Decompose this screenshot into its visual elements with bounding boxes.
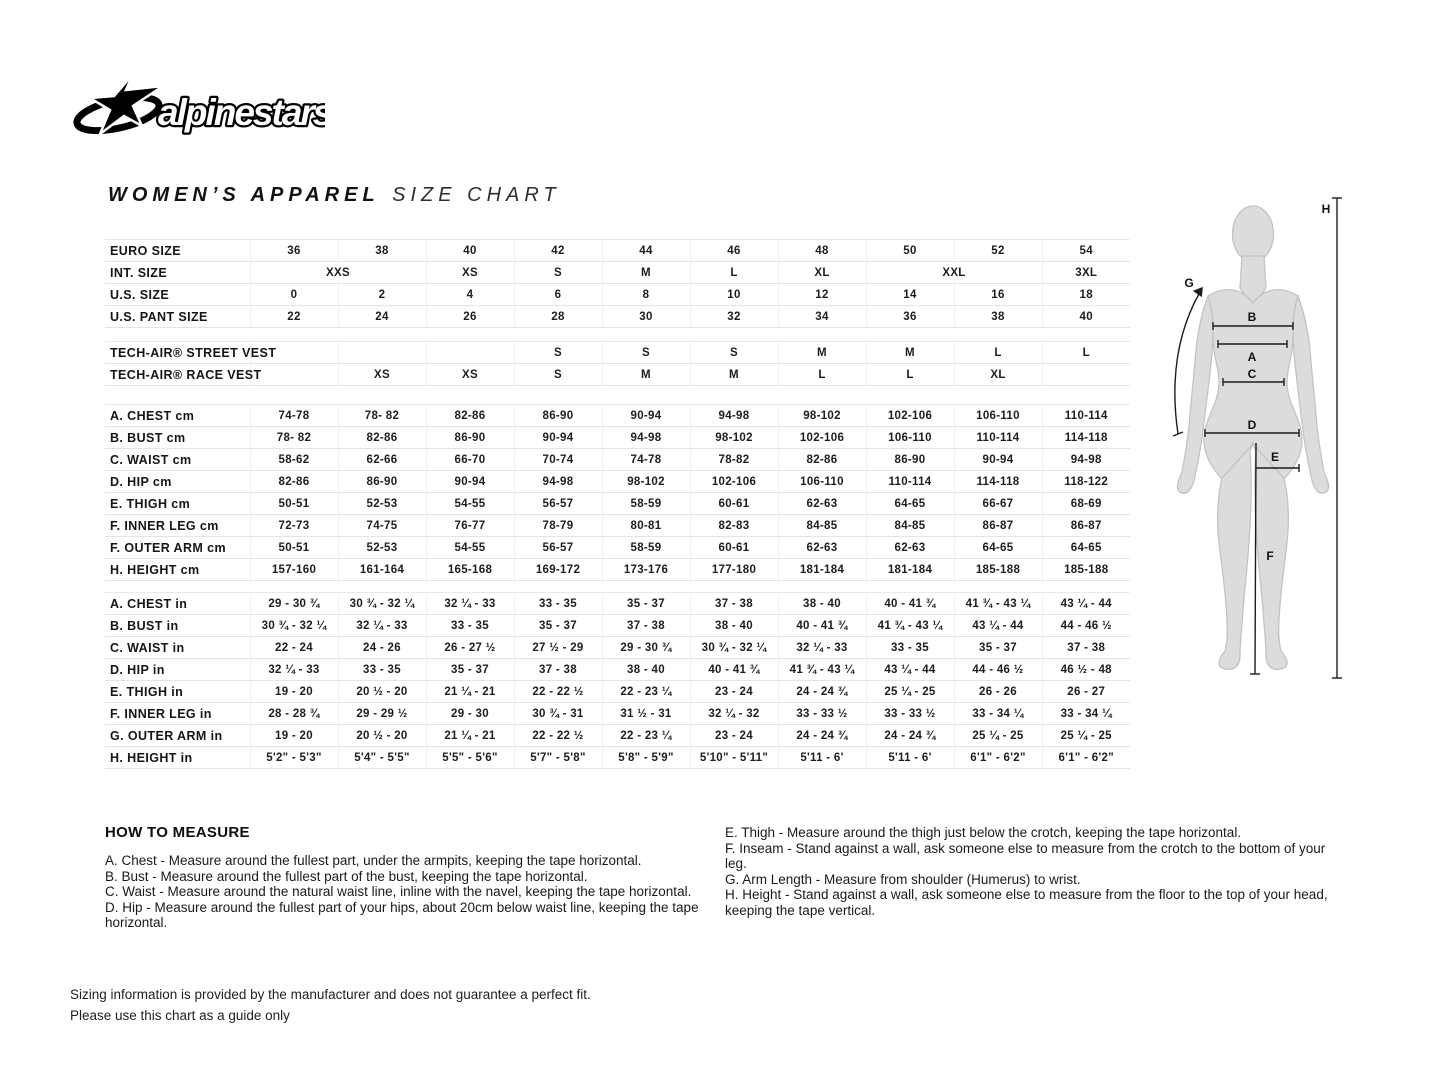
size-cell <box>250 364 338 386</box>
size-cell: 157-160 <box>250 559 338 581</box>
size-cell: 6'1" - 6'2" <box>1042 747 1130 769</box>
size-cell: 161-164 <box>338 559 426 581</box>
size-cell: 94-98 <box>690 405 778 427</box>
size-cell: 32 ¼ - 32 <box>690 703 778 725</box>
size-cell: S <box>514 262 602 284</box>
row-label: INT. SIZE <box>105 262 250 284</box>
size-cell: 30 <box>602 306 690 328</box>
size-cell: 43 ¼ - 44 <box>866 659 954 681</box>
measure-instruction: B. Bust - Measure around the fullest part of the bust, keeping the tape horizontal. <box>105 868 588 884</box>
tech-air-section <box>105 341 1130 386</box>
size-table <box>105 239 1130 769</box>
size-cell: 30 ¾ - 32 ¼ <box>338 593 426 615</box>
size-cell: XS <box>426 262 514 284</box>
size-cell: 56-57 <box>514 537 602 559</box>
size-cell: L <box>866 364 954 386</box>
measurements-cm-section <box>105 404 1130 581</box>
table-row <box>105 537 1130 559</box>
size-cell: 74-78 <box>602 449 690 471</box>
size-cell: 106-110 <box>778 471 866 493</box>
size-cell: 8 <box>602 284 690 306</box>
size-cell: S <box>514 364 602 386</box>
size-cell: 2 <box>338 284 426 306</box>
size-cell: L <box>778 364 866 386</box>
size-cell: 84-85 <box>778 515 866 537</box>
row-label: D. HIP cm <box>105 471 250 493</box>
size-cell: 110-114 <box>954 427 1042 449</box>
size-cell: 46 ½ - 48 <box>1042 659 1130 681</box>
size-cell: 33 - 34 ¼ <box>954 703 1042 725</box>
size-cell: 22 - 23 ¼ <box>602 725 690 747</box>
size-cell: 165-168 <box>426 559 514 581</box>
size-cell: 6'1" - 6'2" <box>954 747 1042 769</box>
size-cell: 26 - 27 <box>1042 681 1130 703</box>
row-label: U.S. PANT SIZE <box>105 306 250 328</box>
size-cell: 64-65 <box>954 537 1042 559</box>
size-cell: M <box>778 342 866 364</box>
size-cell: 102-106 <box>778 427 866 449</box>
figure-label-h: H <box>1321 202 1331 216</box>
size-cell: 40 - 41 ¾ <box>778 615 866 637</box>
size-cell: 52-53 <box>338 493 426 515</box>
size-cell: 35 - 37 <box>514 615 602 637</box>
size-cell: 43 ¼ - 44 <box>954 615 1042 637</box>
size-cell: 37 - 38 <box>1042 637 1130 659</box>
size-cell: 173-176 <box>602 559 690 581</box>
size-cell: 24 - 24 ¾ <box>866 725 954 747</box>
size-cell: 114-118 <box>1042 427 1130 449</box>
size-cell: 90-94 <box>514 427 602 449</box>
body-figure-icon <box>1160 190 1360 702</box>
size-cell: 48 <box>778 240 866 262</box>
size-cell: 23 - 24 <box>690 725 778 747</box>
size-cell: 66-70 <box>426 449 514 471</box>
size-cell: 31 ½ - 31 <box>602 703 690 725</box>
row-label: F. INNER LEG in <box>105 703 250 725</box>
size-cell: 5'5" - 5'6" <box>426 747 514 769</box>
size-cell: 25 ¼ - 25 <box>866 681 954 703</box>
size-cell: 78-79 <box>514 515 602 537</box>
size-cell: 16 <box>954 284 1042 306</box>
table-row <box>105 449 1130 471</box>
size-cell: XXL <box>866 262 1042 284</box>
size-cell: 19 - 20 <box>250 725 338 747</box>
size-cell: 98-102 <box>602 471 690 493</box>
size-cell: 21 ¼ - 21 <box>426 681 514 703</box>
size-cell: L <box>690 262 778 284</box>
size-cell: 37 - 38 <box>514 659 602 681</box>
row-label: F. INNER LEG cm <box>105 515 250 537</box>
size-cell: 94-98 <box>1042 449 1130 471</box>
size-cell: 46 <box>690 240 778 262</box>
size-cell: 86-90 <box>514 405 602 427</box>
size-cell: M <box>602 364 690 386</box>
size-cell: 12 <box>778 284 866 306</box>
size-cell: 58-62 <box>250 449 338 471</box>
size-cell: 6 <box>514 284 602 306</box>
size-cell: 62-63 <box>778 493 866 515</box>
disclaimer-line-2: Please use this chart as a guide only <box>70 1008 290 1023</box>
size-cell: 38 <box>338 240 426 262</box>
size-cell: 35 - 37 <box>426 659 514 681</box>
size-cell: 118-122 <box>1042 471 1130 493</box>
table-row <box>105 725 1130 747</box>
size-cell: 80-81 <box>602 515 690 537</box>
size-cell: 76-77 <box>426 515 514 537</box>
size-cell: 110-114 <box>1042 405 1130 427</box>
size-cell: 60-61 <box>690 537 778 559</box>
measure-instruction: D. Hip - Measure around the fullest part of your hips, about 20cm below waist line, keeping the tape horizontal. <box>105 899 699 931</box>
size-cell: 44 - 46 ½ <box>954 659 1042 681</box>
size-cell: 50-51 <box>250 537 338 559</box>
table-row <box>105 493 1130 515</box>
size-cell: 0 <box>250 284 338 306</box>
size-cell: 30 ¾ - 32 ¼ <box>250 615 338 637</box>
size-cell: 37 - 38 <box>690 593 778 615</box>
size-cell: 24 - 24 ¾ <box>778 725 866 747</box>
size-cell: M <box>690 364 778 386</box>
size-cell: L <box>954 342 1042 364</box>
size-cell: 24 - 24 ¾ <box>778 681 866 703</box>
size-cell: 28 <box>514 306 602 328</box>
size-cell: 181-184 <box>866 559 954 581</box>
size-cell: 32 <box>690 306 778 328</box>
row-label: EURO SIZE <box>105 240 250 262</box>
size-cell: XL <box>778 262 866 284</box>
table-row <box>105 240 1130 262</box>
size-cell: 22 <box>250 306 338 328</box>
row-label: TECH-AIR® RACE VEST <box>105 364 250 386</box>
size-cell: 26 <box>426 306 514 328</box>
disclaimer-line-1: Sizing information is provided by the manufacturer and does not guarantee a perfect fit. <box>70 987 591 1002</box>
size-cell <box>338 342 426 364</box>
size-cell: 22 - 24 <box>250 637 338 659</box>
size-cell: 5'7" - 5'8" <box>514 747 602 769</box>
table-row <box>105 284 1130 306</box>
table-row <box>105 747 1130 769</box>
size-cell <box>1042 364 1130 386</box>
size-cell: 70-74 <box>514 449 602 471</box>
measure-instruction: C. Waist - Measure around the natural waist line, inline with the navel, keeping the tape horizontal. <box>105 884 692 900</box>
size-cell: XS <box>338 364 426 386</box>
size-cell: 94-98 <box>514 471 602 493</box>
size-cell: 23 - 24 <box>690 681 778 703</box>
size-cell: 28 - 28 ¾ <box>250 703 338 725</box>
table-row <box>105 659 1130 681</box>
size-cell: 40 <box>1042 306 1130 328</box>
size-cell: 74-75 <box>338 515 426 537</box>
row-label: TECH-AIR® STREET VEST <box>105 342 250 364</box>
size-cell: 82-86 <box>426 405 514 427</box>
body-silhouette <box>1177 206 1328 669</box>
size-cell: 86-90 <box>866 449 954 471</box>
size-cell: 82-83 <box>690 515 778 537</box>
table-row <box>105 405 1130 427</box>
size-cell: 33 - 35 <box>426 615 514 637</box>
size-cell: 90-94 <box>954 449 1042 471</box>
row-label: E. THIGH cm <box>105 493 250 515</box>
size-cell: 54-55 <box>426 493 514 515</box>
size-cell: 34 <box>778 306 866 328</box>
measurements-in-section <box>105 592 1130 769</box>
size-cell: 82-86 <box>338 427 426 449</box>
size-cell: 62-63 <box>778 537 866 559</box>
size-cell: 33 - 35 <box>866 637 954 659</box>
size-cell: 5'11 - 6' <box>866 747 954 769</box>
size-cell: 86-87 <box>954 515 1042 537</box>
size-cell: 22 - 23 ¼ <box>602 681 690 703</box>
size-cell: 50-51 <box>250 493 338 515</box>
size-cell: 5'4" - 5'5" <box>338 747 426 769</box>
size-cell: 90-94 <box>426 471 514 493</box>
size-cell: 52 <box>954 240 1042 262</box>
size-cell: S <box>514 342 602 364</box>
size-cell: 58-59 <box>602 493 690 515</box>
size-cell: 44 <box>602 240 690 262</box>
size-cell: 22 - 22 ½ <box>514 681 602 703</box>
figure-label-a: A <box>1247 350 1257 364</box>
figure-label-c: C <box>1247 367 1257 381</box>
figure-label-d: D <box>1247 418 1257 432</box>
size-cell: 86-90 <box>426 427 514 449</box>
page-title <box>108 184 561 207</box>
row-label: B. BUST in <box>105 615 250 637</box>
size-cell: 94-98 <box>602 427 690 449</box>
size-cell: 169-172 <box>514 559 602 581</box>
size-cell: 110-114 <box>866 471 954 493</box>
size-cell: 181-184 <box>778 559 866 581</box>
size-cell: 98-102 <box>690 427 778 449</box>
size-cell: 25 ¼ - 25 <box>954 725 1042 747</box>
size-cell: 22 - 22 ½ <box>514 725 602 747</box>
size-cell: XL <box>954 364 1042 386</box>
table-row <box>105 703 1130 725</box>
table-row <box>105 615 1130 637</box>
size-cell: 62-63 <box>866 537 954 559</box>
size-cell: 102-106 <box>690 471 778 493</box>
size-cell: 54-55 <box>426 537 514 559</box>
size-cell: XXS <box>250 262 426 284</box>
how-to-measure-left-column <box>105 853 710 931</box>
size-cell: 26 - 26 <box>954 681 1042 703</box>
size-cell: 82-86 <box>778 449 866 471</box>
size-cell: 185-188 <box>1042 559 1130 581</box>
table-row <box>105 364 1130 386</box>
size-cell: 60-61 <box>690 493 778 515</box>
size-cell: 33 - 34 ¼ <box>1042 703 1130 725</box>
size-cell: 33 - 33 ½ <box>866 703 954 725</box>
size-cell: 36 <box>250 240 338 262</box>
size-cell: 4 <box>426 284 514 306</box>
measure-instruction: E. Thigh - Measure around the thigh just below the crotch, keeping the tape horizontal. <box>725 825 1242 840</box>
size-cell: 98-102 <box>778 405 866 427</box>
size-cell: 20 ½ - 20 <box>338 681 426 703</box>
row-label: E. THIGH in <box>105 681 250 703</box>
size-cell: 40 <box>426 240 514 262</box>
row-label: B. BUST cm <box>105 427 250 449</box>
size-cell: 64-65 <box>1042 537 1130 559</box>
size-cell: 35 - 37 <box>954 637 1042 659</box>
size-cell: 78- 82 <box>338 405 426 427</box>
size-cell: 177-180 <box>690 559 778 581</box>
size-cell: 72-73 <box>250 515 338 537</box>
size-cell: 32 ¼ - 33 <box>426 593 514 615</box>
size-cell: 41 ¾ - 43 ¼ <box>954 593 1042 615</box>
size-cell: 62-66 <box>338 449 426 471</box>
size-cell: 86-90 <box>338 471 426 493</box>
logo-wordmark: alpinestars <box>158 92 325 133</box>
size-cell: 38 <box>954 306 1042 328</box>
figure-label-g: G <box>1184 276 1194 290</box>
size-cell: 86-87 <box>1042 515 1130 537</box>
size-cell: 54 <box>1042 240 1130 262</box>
size-cell: 10 <box>690 284 778 306</box>
measure-instruction: A. Chest - Measure around the fullest part, under the armpits, keeping the tape horizontal. <box>105 853 642 868</box>
size-cell: M <box>602 262 690 284</box>
size-cell: 24 <box>338 306 426 328</box>
size-cell: 29 - 30 ¾ <box>602 637 690 659</box>
size-cell <box>426 342 514 364</box>
size-cell: 26 - 27 ½ <box>426 637 514 659</box>
size-cell: 27 ½ - 29 <box>514 637 602 659</box>
size-cell: S <box>602 342 690 364</box>
measure-instruction: F. Inseam - Stand against a wall, ask someone else to measure from the crotch to the bottom of your leg. <box>725 840 1326 872</box>
size-cell: 106-110 <box>866 427 954 449</box>
size-cell: 5'11 - 6' <box>778 747 866 769</box>
disclaimer <box>70 984 591 1026</box>
table-row <box>105 637 1130 659</box>
size-cell: 5'2" - 5'3" <box>250 747 338 769</box>
body-measurement-figure <box>1160 190 1360 707</box>
figure-label-e: E <box>1270 450 1280 464</box>
figure-label-b: B <box>1247 310 1257 324</box>
table-row <box>105 262 1130 284</box>
table-row <box>105 471 1130 493</box>
size-cell: 33 - 35 <box>338 659 426 681</box>
table-row <box>105 427 1130 449</box>
size-cell: 32 ¼ - 33 <box>778 637 866 659</box>
row-label: A. CHEST cm <box>105 405 250 427</box>
table-row <box>105 681 1130 703</box>
table-row <box>105 593 1130 615</box>
size-cell: 41 ¾ - 43 ¼ <box>866 615 954 637</box>
table-row <box>105 559 1130 581</box>
figure-label-f: F <box>1266 549 1274 563</box>
size-cell: 38 - 40 <box>602 659 690 681</box>
size-cell: 36 <box>866 306 954 328</box>
size-cell: 66-67 <box>954 493 1042 515</box>
row-label: U.S. SIZE <box>105 284 250 306</box>
size-cell: 19 - 20 <box>250 681 338 703</box>
size-cell: 29 - 30 ¾ <box>250 593 338 615</box>
size-cell: 38 - 40 <box>778 593 866 615</box>
row-label: H. HEIGHT cm <box>105 559 250 581</box>
how-to-measure-right-column <box>725 825 1343 919</box>
size-cell: 58-59 <box>602 537 690 559</box>
size-cell: 33 - 33 ½ <box>778 703 866 725</box>
size-cell: 50 <box>866 240 954 262</box>
size-cell: 74-78 <box>250 405 338 427</box>
row-label: F. OUTER ARM cm <box>105 537 250 559</box>
size-cell: 84-85 <box>866 515 954 537</box>
size-cell: 43 ¼ - 44 <box>1042 593 1130 615</box>
size-cell: 41 ¾ - 43 ¼ <box>778 659 866 681</box>
measure-instruction: G. Arm Length - Measure from shoulder (Humerus) to wrist. <box>725 871 1081 887</box>
size-cell: 18 <box>1042 284 1130 306</box>
size-cell: 30 ¾ - 31 <box>514 703 602 725</box>
alpinestars-logo-icon <box>70 74 325 138</box>
page-title-sub: SIZE CHART <box>392 184 561 206</box>
size-cell: 82-86 <box>250 471 338 493</box>
size-cell: 40 - 41 ¾ <box>866 593 954 615</box>
row-label: C. WAIST in <box>105 637 250 659</box>
size-cell: 29 - 30 <box>426 703 514 725</box>
size-cell: 29 - 29 ½ <box>338 703 426 725</box>
size-cell: 37 - 38 <box>602 615 690 637</box>
row-label: A. CHEST in <box>105 593 250 615</box>
size-cell: M <box>866 342 954 364</box>
page-title-main: WOMEN’S APPAREL <box>108 184 380 206</box>
table-row <box>105 306 1130 328</box>
size-cell: L <box>1042 342 1130 364</box>
size-cell: 68-69 <box>1042 493 1130 515</box>
size-cell: 3XL <box>1042 262 1130 284</box>
size-cell: 40 - 41 ¾ <box>690 659 778 681</box>
alpinestars-logo <box>70 74 325 143</box>
table-row <box>105 515 1130 537</box>
size-cell: 24 - 26 <box>338 637 426 659</box>
row-label: H. HEIGHT in <box>105 747 250 769</box>
measure-instruction: H. Height - Stand against a wall, ask someone else to measure from the floor to the top of your head, keeping the tape vertical. <box>725 887 1328 918</box>
size-conversion-section <box>105 239 1130 328</box>
size-cell: 56-57 <box>514 493 602 515</box>
size-cell: 21 ¼ - 21 <box>426 725 514 747</box>
size-cell: 32 ¼ - 33 <box>338 615 426 637</box>
size-cell: 90-94 <box>602 405 690 427</box>
size-cell: 78- 82 <box>250 427 338 449</box>
size-cell: 38 - 40 <box>690 615 778 637</box>
size-cell: XS <box>426 364 514 386</box>
table-row <box>105 342 1130 364</box>
size-cell: 5'10" - 5'11" <box>690 747 778 769</box>
size-cell: 114-118 <box>954 471 1042 493</box>
row-label: D. HIP in <box>105 659 250 681</box>
size-cell: 185-188 <box>954 559 1042 581</box>
size-cell: 5'8" - 5'9" <box>602 747 690 769</box>
size-cell: 44 - 46 ½ <box>1042 615 1130 637</box>
size-cell: 25 ¼ - 25 <box>1042 725 1130 747</box>
size-cell: 102-106 <box>866 405 954 427</box>
size-cell: 106-110 <box>954 405 1042 427</box>
size-cell: 64-65 <box>866 493 954 515</box>
size-cell: 14 <box>866 284 954 306</box>
row-label: C. WAIST cm <box>105 449 250 471</box>
size-cell: 20 ½ - 20 <box>338 725 426 747</box>
how-to-measure-heading: HOW TO MEASURE <box>105 824 250 841</box>
size-cell: S <box>690 342 778 364</box>
row-label: G. OUTER ARM in <box>105 725 250 747</box>
size-cell: 42 <box>514 240 602 262</box>
size-cell: 33 - 35 <box>514 593 602 615</box>
size-cell: 78-82 <box>690 449 778 471</box>
size-cell: 30 ¾ - 32 ¼ <box>690 637 778 659</box>
size-cell: 35 - 37 <box>602 593 690 615</box>
size-cell: 52-53 <box>338 537 426 559</box>
size-cell: 32 ¼ - 33 <box>250 659 338 681</box>
